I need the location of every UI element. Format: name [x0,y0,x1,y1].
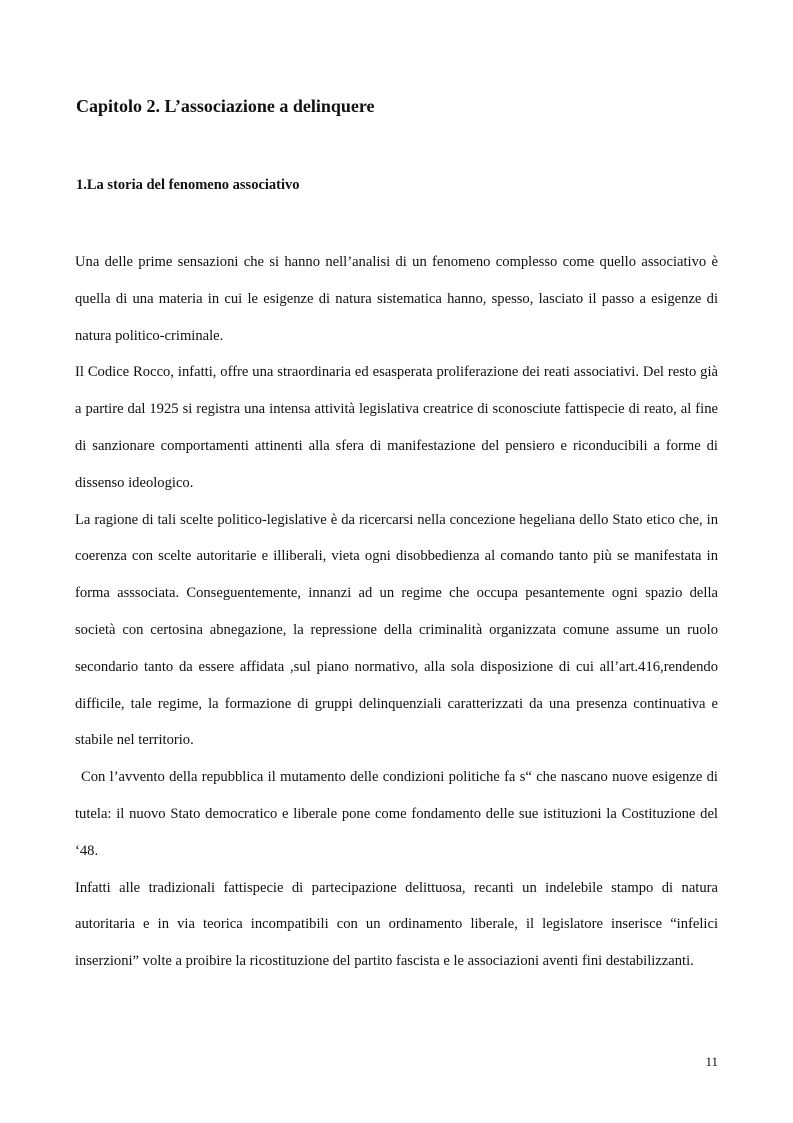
paragraph-5: Infatti alle tradizionali fattispecie di partecipazione delittuosa, recanti un indelebile stampo di natura autoritaria e in via teorica incompatibili con un ordinamento liberale, il legislatore inserisce “infelici inserzioni” volte a proibire la ricostituzione del partito fascista e le associazioni aventi fini destabilizzanti. [75,879,718,970]
paragraph-4: Con l’avvento della repubblica il mutamento delle condizioni politiche fa s“ che nascano nuove esigenze di tutela: il nuovo Stato democratico e liberale pone come fondamento delle sue istituzioni la Costituzione del ‘48. [75,769,718,859]
paragraph-1: Una delle prime sensazioni che si hanno nell’analisi di un fenomeno complesso come quello associativo è quella di una materia in cui le esigenze di natura sistematica hanno, spesso, lasciato il passo a esigenze di natura politico-criminale. [75,254,718,344]
chapter-title: Capitolo 2. L’associazione a delinquere [76,96,375,116]
page-number: 11 [705,1054,718,1069]
body-text [75,244,718,980]
paragraph-2: Il Codice Rocco, infatti, offre una straordinaria ed esasperata proliferazione dei reati associativi. Del resto già a partire dal 1925 si registra una intensa attività legislativa creatrice di sconosciute fattispecie di reato, al fine di sanzionare comportamenti attinenti alla sfera di manifestazione del pensiero e riconducibili a forme di dissenso ideologico. [75,364,718,491]
section-title: 1.La storia del fenomeno associativo [76,177,300,193]
paragraph-3: La ragione di tali scelte politico-legislative è da ricercarsi nella concezione hegeliana dello Stato etico che, in coerenza con scelte autoritarie e illiberali, vieta ogni disobbedienza al comando tanto più se manifestata in forma asssociata. Conseguentemente, innanzi ad un regime che occupa pesantemente ogni spazio della società con certosina abnegazione, la repressione della criminalità organizzata comune assume un ruolo secondario tanto da essere affidata ,sul piano normativo, alla sola disposizione di cui all’art.416,rendendo difficile, tale regime, la formazione di gruppi delinquenziali caratterizzati da una presenza continuativa e stabile nel territorio. [75,511,718,749]
